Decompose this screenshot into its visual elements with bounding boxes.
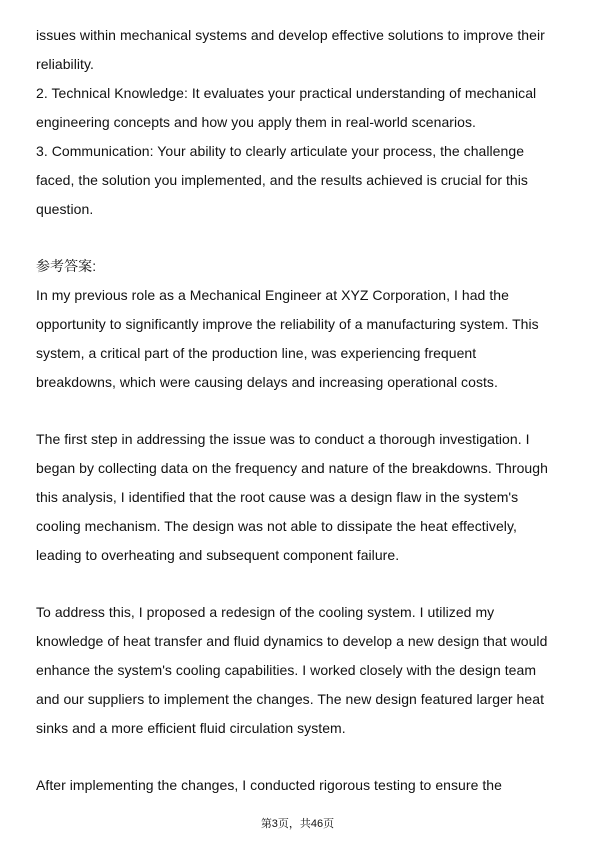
text-line: question. bbox=[36, 201, 94, 217]
text-line: To address this, I proposed a redesign of the cooling system. I utilized my bbox=[36, 604, 495, 620]
text-line: began by collecting data on the frequency and nature of the breakdowns. Through bbox=[36, 460, 548, 476]
text-line: leading to overheating and subsequent component failure. bbox=[36, 547, 400, 563]
text-line: 2. Technical Knowledge: It evaluates your practical understanding of mechanical bbox=[36, 85, 537, 101]
text-line: engineering concepts and how you apply them in real-world scenarios. bbox=[36, 114, 476, 130]
text-line: cooling mechanism. The design was not able to dissipate the heat effectively, bbox=[36, 518, 517, 534]
text-line: 3. Communication: Your ability to clearly articulate your process, the challenge bbox=[36, 143, 525, 159]
text-line: this analysis, I identified that the root cause was a design flaw in the system's bbox=[36, 489, 519, 505]
text-line: issues within mechanical systems and develop effective solutions to improve their bbox=[36, 27, 545, 43]
text-line: In my previous role as a Mechanical Engineer at XYZ Corporation, I had the bbox=[36, 287, 509, 303]
text-line: After implementing the changes, I conducted rigorous testing to ensure the bbox=[36, 777, 502, 793]
text-line: breakdowns, which were causing delays and increasing operational costs. bbox=[36, 374, 498, 390]
text-line: The first step in addressing the issue was to conduct a thorough investigation. I bbox=[36, 431, 530, 447]
page-number-footer: 第3页，共46页 bbox=[260, 818, 335, 830]
text-line: system, a critical part of the production line, was experiencing frequent bbox=[36, 345, 477, 361]
answer-heading: 参考答案: bbox=[36, 258, 97, 274]
text-line: knowledge of heat transfer and fluid dynamics to develop a new design that would bbox=[36, 633, 548, 649]
text-line: opportunity to significantly improve the reliability of a manufacturing system. This bbox=[36, 316, 539, 332]
text-line: and our suppliers to implement the changes. The new design featured larger heat bbox=[36, 691, 545, 707]
text-line: sinks and a more efficient fluid circulation system. bbox=[36, 720, 346, 736]
text-line: faced, the solution you implemented, and the results achieved is crucial for this bbox=[36, 172, 528, 188]
text-line: enhance the system's cooling capabilities. I worked closely with the design team bbox=[36, 662, 537, 678]
text-line: reliability. bbox=[36, 56, 94, 72]
